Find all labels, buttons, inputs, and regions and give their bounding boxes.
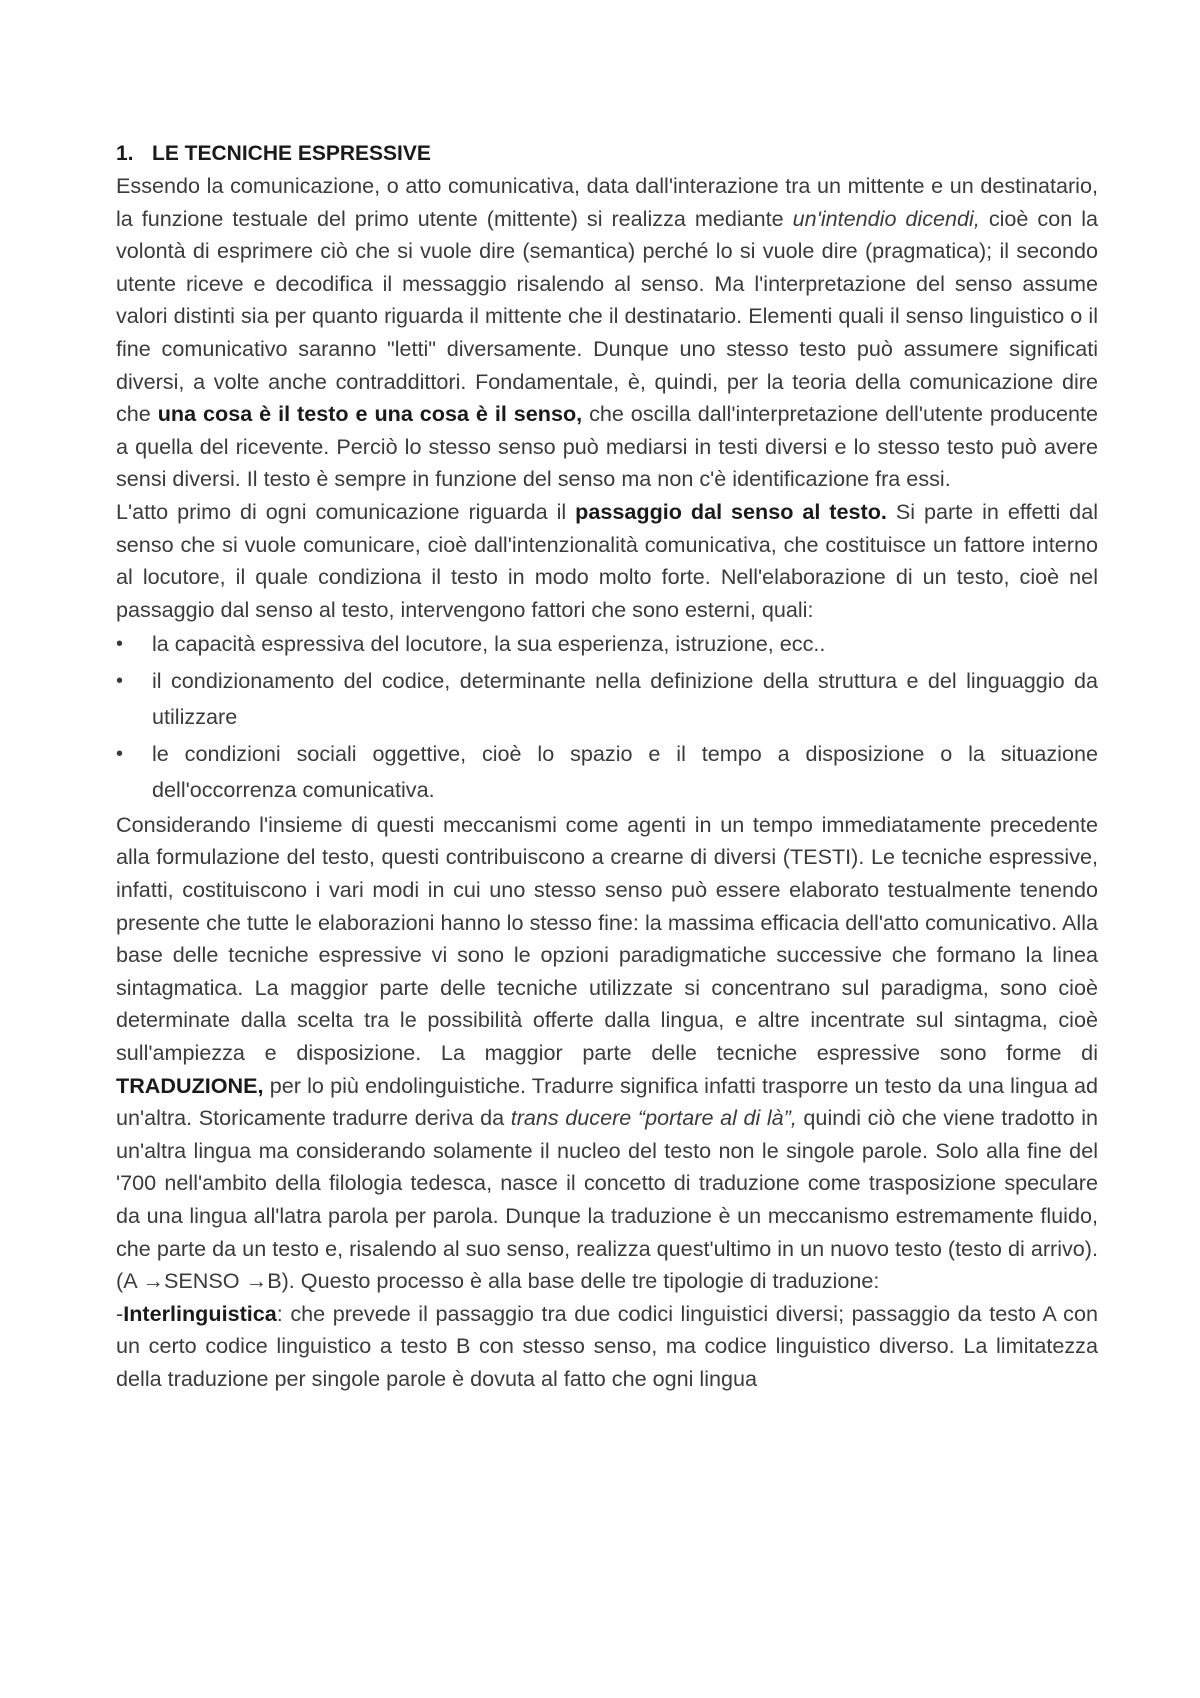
bold-phrase: TRADUZIONE, [116, 1072, 264, 1098]
bullet-icon: • [116, 669, 124, 692]
paragraph-intro [116, 170, 1098, 496]
section-heading [116, 138, 1098, 170]
paragraph-text: : che prevede il passaggio tra due codici linguistici diversi; passaggio da testo A con un certo codice linguistico a testo B con stesso senso, ma codice linguistico diverso. La limitatezza della traduzione per singole parole è dovuta al fatto che ogni lingua [116, 1300, 1098, 1391]
paragraph-text: Considerando l'insieme di questi meccanismi come agenti in un tempo immediatamente precedente alla formulazione del testo, questi contribuiscono a crearne di diversi (TESTI). Le tecniche espressive, infatti, costituiscono i vari modi in cui uno stesso senso può essere elaborato testualmente tenendo presente che tutte le elaborazioni hanno lo stesso fine: la massima efficacia dell'atto comunicativo. Alla base delle tecniche espressive vi sono le opzioni paradigmatiche successive che formano la linea sintagmatica. La maggior parte delle tecniche utilizzate si concentrano sul paradigma, sono cioè determinate dalla scelta tra le possibilità offerte dalla lingua, e altre incentrate sul sintagma, cioè sull'ampiezza e disposizione. La maggior parte delle tecniche espressive sono forme di [116, 811, 1098, 1065]
section-number: 1. [116, 142, 134, 165]
paragraph-text: Si parte in effetti dal senso che si vuole comunicare, cioè dall'intenzionalità comunicativa, che costituisce un fattore interno al locutore, il quale condiziona il testo in modo molto forte. Nell'elaborazione di un testo, cioè nel passaggio dal senso al testo, intervengono fattori che sono esterni, quali: [116, 498, 1099, 622]
list-item-text: le condizioni sociali oggettive, cioè lo spazio e il tempo a disposizione o la situazione dell'occorrenza comunicativa. [152, 740, 1098, 803]
section-title: LE TECNICHE ESPRESSIVE [152, 142, 431, 165]
factors-list [116, 626, 1098, 809]
list-item-text: la capacità espressiva del locutore, la sua esperienza, istruzione, ecc.. [152, 631, 826, 657]
paragraph-text: che oscilla dall'interpretazione dell'utente producente a quella del ricevente. Perciò lo stesso senso può mediarsi in testi diversi e lo stesso testo può avere sensi diversi. Il testo è sempre in funzione del senso ma non c'è identificazione fra essi. [116, 401, 1098, 492]
bullet-icon: • [116, 633, 124, 656]
bold-phrase: una cosa è il testo e una cosa è il senso, [157, 401, 583, 427]
list-item [116, 626, 1098, 663]
list-item [116, 736, 1098, 809]
paragraph-text: - [116, 1300, 124, 1326]
paragraph-text: L'atto primo di ogni comunicazione riguarda il [116, 498, 576, 524]
bold-phrase: passaggio dal senso al testo. [575, 498, 887, 524]
paragraph-text: Essendo la comunicazione, o atto comunicativa, data dall'interazione tra un mittente e un destinatario, la funzione testuale del primo utente (mittente) si realizza mediante [116, 173, 1098, 231]
bullet-icon: • [116, 742, 124, 765]
paragraph-traduzione [116, 809, 1098, 1298]
paragraph-text: cioè con la volontà di esprimere ciò che si vuole dire (semantica) perché lo si vuole dire (pragmatica); il secondo utente riceve e decodifica il messaggio risalendo al senso. Ma l'interpretazione del senso assume valori distinti sia per quanto riguarda il mittente che il destinatario. Elementi quali il senso linguistico o il fine comunicativo saranno "letti" diversamente. Dunque uno stesso testo può assumere significati diversi, a volte anche contraddittori. Fondamentale, è, quindi, per la teoria della comunicazione dire che [116, 205, 1099, 427]
paragraph-text: quindi ciò che viene tradotto in un'altra lingua ma considerando solamente il nucleo del testo non le singole parole. Solo alla fine del '700 nell'ambito della filologia tedesca, nasce il concetto di traduzione come trasposizione speculare da una lingua all'latra parola per parola. Dunque la traduzione è un meccanismo estremamente fluido, che parte da un testo e, risalendo al suo senso, realizza quest'ultimo in un nuovo testo (testo di arrivo). (A →SENSO →B). Questo processo è alla base delle tre tipologie di traduzione: [116, 1105, 1099, 1294]
paragraph-interlinguistica [116, 1298, 1098, 1396]
list-item [116, 663, 1098, 736]
document-page [116, 138, 1098, 1396]
bold-phrase: Interlinguistica [123, 1300, 277, 1326]
italic-phrase: trans ducere “portare al di là”, [510, 1105, 797, 1131]
italic-phrase: un'intendio dicendi, [792, 205, 980, 231]
paragraph-text: per lo più endolinguistiche. Tradurre significa infatti trasporre un testo da una lingua ad un'altra. Storicamente tradurre deriva da [116, 1072, 1098, 1131]
list-item-text: il condizionamento del codice, determinante nella definizione della struttura e del linguaggio da utilizzare [152, 667, 1098, 730]
paragraph-passaggio [116, 496, 1098, 626]
